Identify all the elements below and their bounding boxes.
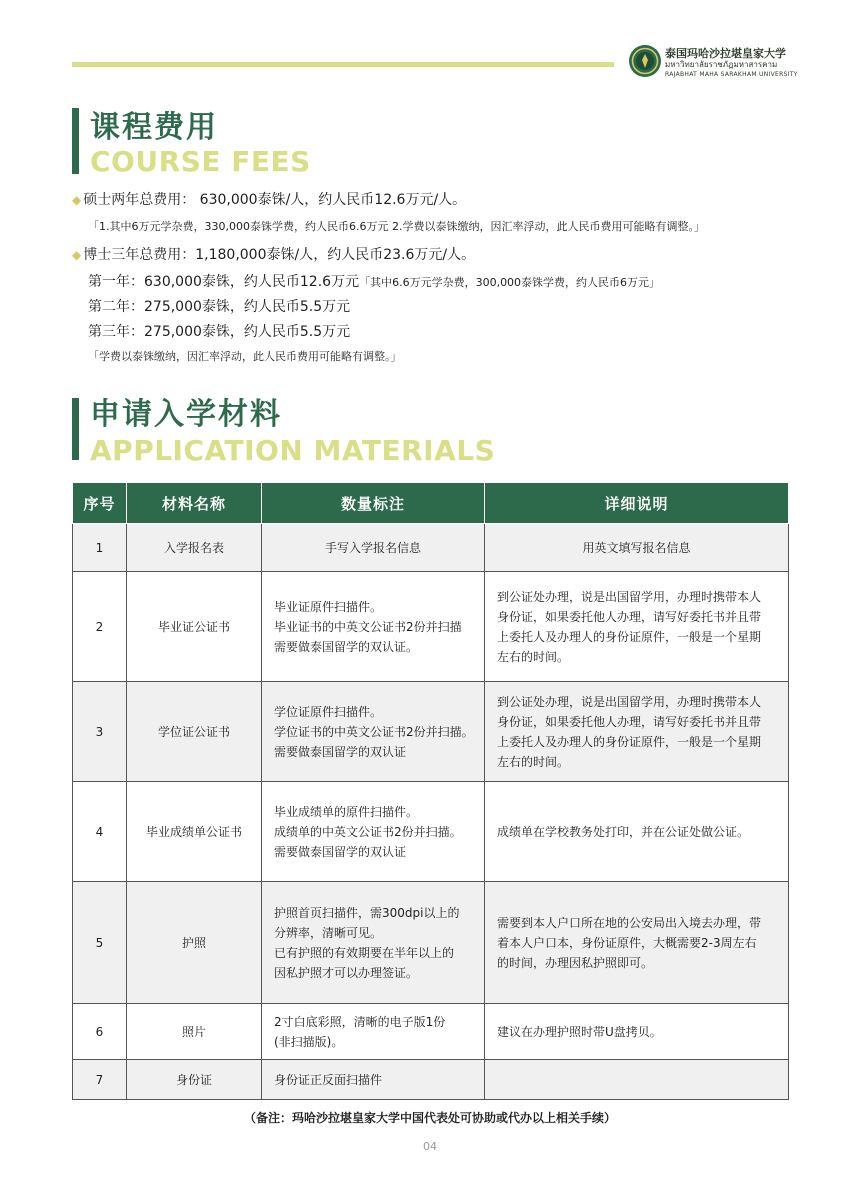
detail-line: 用英文填写报名信息 (582, 540, 691, 555)
detail-line: 需要到本人户口所在地的公安局出入境去办理，带 (497, 915, 762, 930)
quantity-line: 需要做泰国留学的双认证 (274, 844, 407, 859)
material-name: 护照 (127, 882, 262, 1004)
table-row (73, 882, 789, 1004)
material-name: 学位证公证书 (127, 682, 262, 782)
row-number: 4 (73, 782, 127, 882)
quantity-note (262, 1060, 485, 1100)
fees-title-cn: 课程费用 (90, 110, 218, 145)
detail-line: 上委托人及办理人的身份证原件，一般是一个星期 (497, 734, 762, 749)
detail-line: 着本人户口本，身份证原件，大概需要2-3周左右 (497, 935, 757, 950)
quantity-line: 学位证原件扫描件。 (274, 704, 383, 719)
materials-title-en: APPLICATION MATERIALS (90, 434, 496, 467)
row-number: 2 (73, 572, 127, 682)
section-accent-bar (72, 108, 79, 174)
diamond-bullet-icon: ◆ (72, 193, 82, 207)
detail-line: 成绩单在学校教务处打印，并在公证处做公证。 (497, 824, 750, 839)
phd-total-text: 博士三年总费用：1,180,000泰铢/人，约人民币23.6万元/人。 (83, 247, 476, 263)
detail-description (485, 882, 789, 1004)
row-number: 6 (73, 1004, 127, 1060)
material-name: 入学报名表 (127, 524, 262, 572)
page-number: 04 (423, 1140, 437, 1153)
phd-fee-note: 「学费以泰铢缴纳，因汇率浮动，此人民币费用可能略有调整。」 (88, 350, 402, 363)
materials-title-cn: 申请入学材料 (90, 397, 282, 432)
detail-line: 建议在办理护照时带U盘拷贝。 (497, 1024, 662, 1039)
phd-year2-fee: 第二年：275,000泰铢，约人民币5.5万元 (88, 299, 351, 315)
quantity-line: 毕业成绩单的原件扫描件。 (274, 804, 419, 819)
quantity-line: (非扫描版)。 (274, 1034, 344, 1049)
quantity-line: 护照首页扫描件，需300dpi以上的 (274, 905, 460, 920)
table-row (73, 1004, 789, 1060)
table-row (73, 524, 789, 572)
quantity-note (262, 882, 485, 1004)
master-fee-note: 「1.其中6万元学杂费，330,000泰铢学费，约人民币6.6万元 2.学费以泰铢缴纳，因汇率浮动，此人民币费用可能略有调整。」 (88, 220, 705, 233)
detail-description (485, 524, 789, 572)
header-number: 序号 (73, 483, 127, 524)
header-divider-bar (72, 62, 614, 67)
row-number: 1 (73, 524, 127, 572)
detail-line: 身份证，如果委托他人办理，请写好委托书并且带 (497, 609, 762, 624)
master-total-text: 硕士两年总费用： 630,000泰铢/人，约人民币12.6万元/人。 (83, 192, 467, 208)
detail-description (485, 1060, 789, 1100)
detail-line: 左右的时间。 (497, 649, 570, 664)
detail-description (485, 572, 789, 682)
footer-remark: （备注：玛哈沙拉堪皇家大学中国代表处可协助或代办以上相关手续） (243, 1111, 616, 1125)
quantity-line: 成绩单的中英文公证书2份并扫描。 (274, 824, 462, 839)
quantity-line: 分辨率，清晰可见。 (274, 925, 383, 940)
phd-year1-fee (88, 273, 660, 292)
quantity-line: 毕业证原件扫描件。 (274, 599, 383, 614)
quantity-line: 手写入学报名信息 (324, 540, 421, 555)
table-header-row (73, 483, 789, 524)
quantity-line: 需要做泰国留学的双认证 (274, 744, 407, 759)
quantity-line: 毕业证书的中英文公证书2份并扫描 (274, 619, 462, 634)
detail-line: 到公证处办理，说是出国留学用，办理时携带本人 (497, 589, 762, 604)
material-name: 照片 (127, 1004, 262, 1060)
quantity-note (262, 782, 485, 882)
master-total-fee (72, 191, 466, 209)
quantity-note (262, 1004, 485, 1060)
detail-line: 左右的时间。 (497, 754, 570, 769)
detail-line: 到公证处办理，说是出国留学用，办理时携带本人 (497, 694, 762, 709)
header-quantity: 数量标注 (262, 483, 485, 524)
diamond-bullet-icon: ◆ (72, 248, 82, 262)
phd-year1-note: 「其中6.6万元学杂费，300,000泰铢学费，约人民币6万元」 (359, 276, 661, 289)
quantity-line: 身份证正反面扫描件 (274, 1072, 383, 1087)
detail-description (485, 782, 789, 882)
row-number: 3 (73, 682, 127, 782)
phd-year1-text: 第一年：630,000泰铢，约人民币12.6万元 (88, 274, 360, 290)
quantity-note (262, 524, 485, 572)
table-row (73, 682, 789, 782)
detail-line: 的时间，办理因私护照即可。 (497, 955, 654, 970)
table-row (73, 782, 789, 882)
section-accent-bar (72, 398, 79, 460)
row-number: 5 (73, 882, 127, 1004)
university-name-cn: 泰国玛哈沙拉堪皇家大学 (665, 47, 786, 60)
university-name-th: มหาวิทยาลัยราชภัฏมหาสารคาม (665, 60, 778, 69)
row-number: 7 (73, 1060, 127, 1100)
phd-total-fee (72, 246, 475, 264)
detail-description (485, 682, 789, 782)
quantity-line: 已有护照的有效期要在半年以上的 (274, 945, 455, 960)
quantity-line: 需要做泰国留学的双认证。 (274, 639, 419, 654)
detail-line: 上委托人及办理人的身份证原件，一般是一个星期 (497, 629, 762, 644)
material-name: 毕业成绩单公证书 (127, 782, 262, 882)
material-name: 毕业证公证书 (127, 572, 262, 682)
university-seal-icon (628, 44, 662, 78)
detail-line: 身份证，如果委托他人办理，请写好委托书并且带 (497, 714, 762, 729)
quantity-line: 学位证书的中英文公证书2份并扫描。 (274, 724, 474, 739)
header-material-name: 材料名称 (127, 483, 262, 524)
material-name: 身份证 (127, 1060, 262, 1100)
phd-year3-fee: 第三年：275,000泰铢，约人民币5.5万元 (88, 324, 351, 340)
quantity-line: 2寸白底彩照，清晰的电子版1份 (274, 1014, 446, 1029)
university-name-en: RAJABHAT MAHA SARAKHAM UNIVERSITY (665, 71, 798, 78)
detail-description (485, 1004, 789, 1060)
fees-title-en: COURSE FEES (90, 145, 311, 178)
quantity-note (262, 572, 485, 682)
quantity-note (262, 682, 485, 782)
university-name (665, 47, 855, 79)
materials-table (72, 482, 789, 1100)
quantity-line: 因私护照才可以办理签证。 (274, 965, 419, 980)
table-row (73, 572, 789, 682)
header-details: 详细说明 (485, 483, 789, 524)
table-row (73, 1060, 789, 1100)
